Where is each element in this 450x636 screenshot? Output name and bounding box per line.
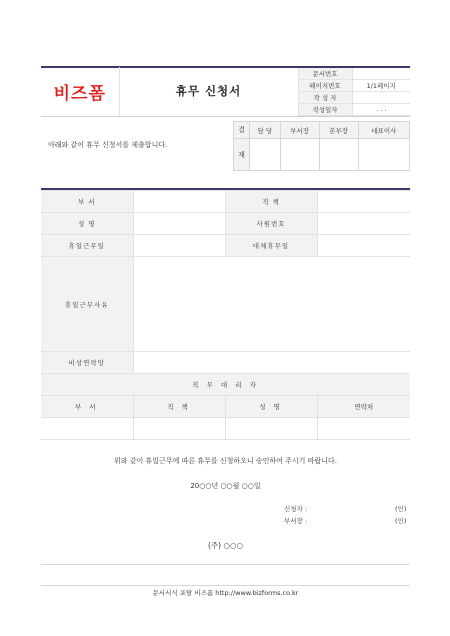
- seal-mark[interactable]: (인): [395, 505, 407, 513]
- holiday-work-date-field[interactable]: [133, 235, 225, 257]
- company-name: (주) ○○○: [207, 541, 244, 550]
- approval-header: 담 당: [250, 122, 281, 139]
- approval-sign-cell[interactable]: [319, 139, 358, 171]
- substitute-off-date-field[interactable]: [317, 235, 410, 257]
- approval-sign-cell[interactable]: [250, 139, 281, 171]
- proxy-section-title: 직 무 대 리 자: [41, 374, 410, 396]
- position-field[interactable]: [317, 191, 410, 213]
- approval-sign-cell[interactable]: [358, 139, 409, 171]
- declaration-text: 위와 같이 휴일근무에 따른 휴무를 신청하오니 승인하여 주시기 바랍니다.: [114, 457, 337, 465]
- holiday-work-date-label: 휴일근무일: [41, 235, 133, 257]
- proxy-header: 연락처: [317, 396, 410, 418]
- proxy-header: 성 명: [225, 396, 317, 418]
- divider: [41, 116, 410, 117]
- name-label: 성 명: [41, 213, 133, 235]
- proxy-header: 직 책: [133, 396, 225, 418]
- page-title: 휴무 신청서: [119, 67, 298, 116]
- intro-text: 아래와 같이 휴무 신청서를 제출합니다.: [48, 141, 168, 149]
- approval-side-label: 결: [234, 122, 250, 139]
- footer-text: 문서서식 포탈 비즈폼 http://www.bizforms.co.kr: [152, 589, 299, 597]
- meta-value-page-no: 1/1페이지: [352, 79, 410, 91]
- meta-label: 문서번호: [298, 67, 352, 79]
- seal-mark[interactable]: (인): [395, 517, 407, 525]
- meta-label: 작 성 자: [298, 91, 352, 103]
- holiday-work-reason-field[interactable]: [133, 257, 410, 352]
- proxy-dept-field[interactable]: [41, 418, 133, 440]
- proxy-name-field[interactable]: [225, 418, 317, 440]
- meta-label: 작성일자: [298, 103, 352, 115]
- dept-field[interactable]: [133, 191, 225, 213]
- position-label: 직 책: [225, 191, 317, 213]
- emergency-contact-label: 비상연락망: [41, 352, 133, 374]
- date-line: 20○○년 ○○월 ○○일: [190, 482, 261, 490]
- substitute-off-date-label: 대체휴무일: [225, 235, 317, 257]
- logo: [41, 67, 119, 116]
- approval-header: 부서장: [280, 122, 319, 139]
- divider: [41, 585, 410, 586]
- approval-header: 본부장: [319, 122, 358, 139]
- emergency-contact-field[interactable]: [133, 352, 410, 374]
- meta-value-date[interactable]: . . .: [352, 103, 410, 115]
- divider: [41, 564, 410, 565]
- leave-request-form: [41, 190, 410, 440]
- name-field[interactable]: [133, 213, 225, 235]
- dept-label: 부 서: [41, 191, 133, 213]
- meta-value-doc-no[interactable]: [352, 67, 410, 79]
- approval-side-label: 재: [234, 139, 250, 171]
- emp-no-label: 사원번호: [225, 213, 317, 235]
- meta-label: 페이지번호: [298, 79, 352, 91]
- proxy-contact-field[interactable]: [317, 418, 410, 440]
- holiday-work-reason-label: 휴일근무사유: [41, 257, 133, 352]
- signature-label-dept-head: 부서장 :: [284, 517, 308, 525]
- signature-label-applicant: 신청자 :: [284, 505, 308, 513]
- emp-no-field[interactable]: [317, 213, 410, 235]
- proxy-position-field[interactable]: [133, 418, 225, 440]
- approval-box: [233, 121, 410, 171]
- approval-sign-cell[interactable]: [280, 139, 319, 171]
- meta-value-author[interactable]: [352, 91, 410, 103]
- logo-text: 비즈폼: [53, 83, 106, 104]
- approval-header: 대표이사: [358, 122, 409, 139]
- document-header: [41, 66, 410, 116]
- proxy-header: 부 서: [41, 396, 133, 418]
